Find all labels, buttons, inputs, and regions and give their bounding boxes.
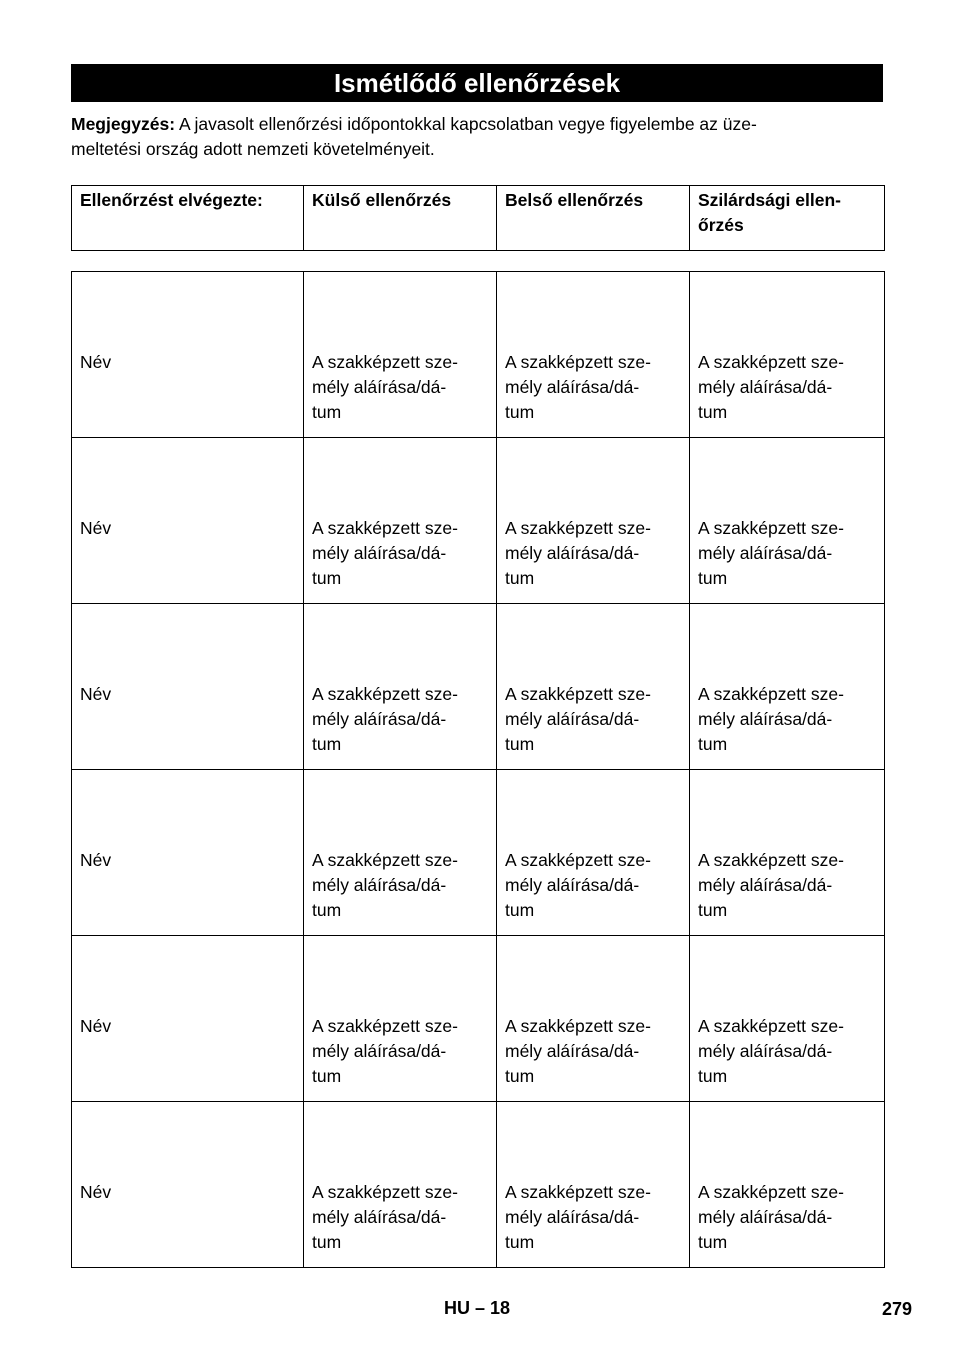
signature-cell: A szakképzett sze- mély aláírása/dá- tum <box>497 936 690 1102</box>
name-cell: Név <box>72 936 304 1102</box>
note-text-line2: meltetési ország adott nemzeti követelményeit. <box>71 139 435 159</box>
signature-cell: A szakképzett sze- mély aláírása/dá- tum <box>690 936 885 1102</box>
signature-cell: A szakképzett sze- mély aláírása/dá- tum <box>304 770 497 936</box>
header-table <box>71 185 885 251</box>
signature-cell: A szakképzett sze- mély aláírása/dá- tum <box>497 604 690 770</box>
signature-cell: A szakképzett sze- mély aláírása/dá- tum <box>690 604 885 770</box>
name-cell: Név <box>72 770 304 936</box>
signature-cell: A szakképzett sze- mély aláírása/dá- tum <box>304 604 497 770</box>
header-performed-by: Ellenőrzést elvégezte: <box>72 186 304 251</box>
table-row <box>72 272 885 438</box>
name-cell: Név <box>72 604 304 770</box>
signature-cell: A szakképzett sze- mély aláírása/dá- tum <box>690 1102 885 1268</box>
page-title: Ismétlődő ellenőrzések <box>71 64 883 102</box>
signature-cell: A szakképzett sze- mély aláírása/dá- tum <box>304 936 497 1102</box>
table-row <box>72 936 885 1102</box>
signature-cell: A szakképzett sze- mély aláírása/dá- tum <box>497 770 690 936</box>
signature-cell: A szakképzett sze- mély aláírása/dá- tum <box>690 438 885 604</box>
signature-cell: A szakképzett sze- mély aláírása/dá- tum <box>497 438 690 604</box>
name-cell: Név <box>72 438 304 604</box>
signature-cell: A szakképzett sze- mély aláírása/dá- tum <box>304 438 497 604</box>
page-number: 279 <box>881 1299 912 1319</box>
signature-cell: A szakképzett sze- mély aláírása/dá- tum <box>304 1102 497 1268</box>
note-text-line1: A javasolt ellenőrzési időpontokkal kapcsolatban vegye figyelembe az üze- <box>175 114 757 134</box>
signature-cell: A szakképzett sze- mély aláírása/dá- tum <box>497 272 690 438</box>
signature-cell: A szakképzett sze- mély aláírása/dá- tum <box>304 272 497 438</box>
table-row <box>72 1102 885 1268</box>
header-internal-inspection: Belső ellenőrzés <box>497 186 690 251</box>
name-cell: Név <box>72 1102 304 1268</box>
inspection-table <box>71 271 885 1268</box>
signature-cell: A szakképzett sze- mély aláírása/dá- tum <box>497 1102 690 1268</box>
note-label: Megjegyzés: <box>71 114 176 134</box>
table-row <box>72 604 885 770</box>
signature-cell: A szakképzett sze- mély aláírása/dá- tum <box>690 770 885 936</box>
header-row <box>72 186 885 251</box>
note-paragraph <box>71 112 883 162</box>
signature-cell: A szakképzett sze- mély aláírása/dá- tum <box>690 272 885 438</box>
footer-section-label: HU – 18 <box>443 1298 511 1318</box>
table-row <box>72 438 885 604</box>
header-external-inspection: Külső ellenőrzés <box>304 186 497 251</box>
header-strength-inspection: Szilárdsági ellen- őrzés <box>690 186 885 251</box>
name-cell: Név <box>72 272 304 438</box>
table-row <box>72 770 885 936</box>
